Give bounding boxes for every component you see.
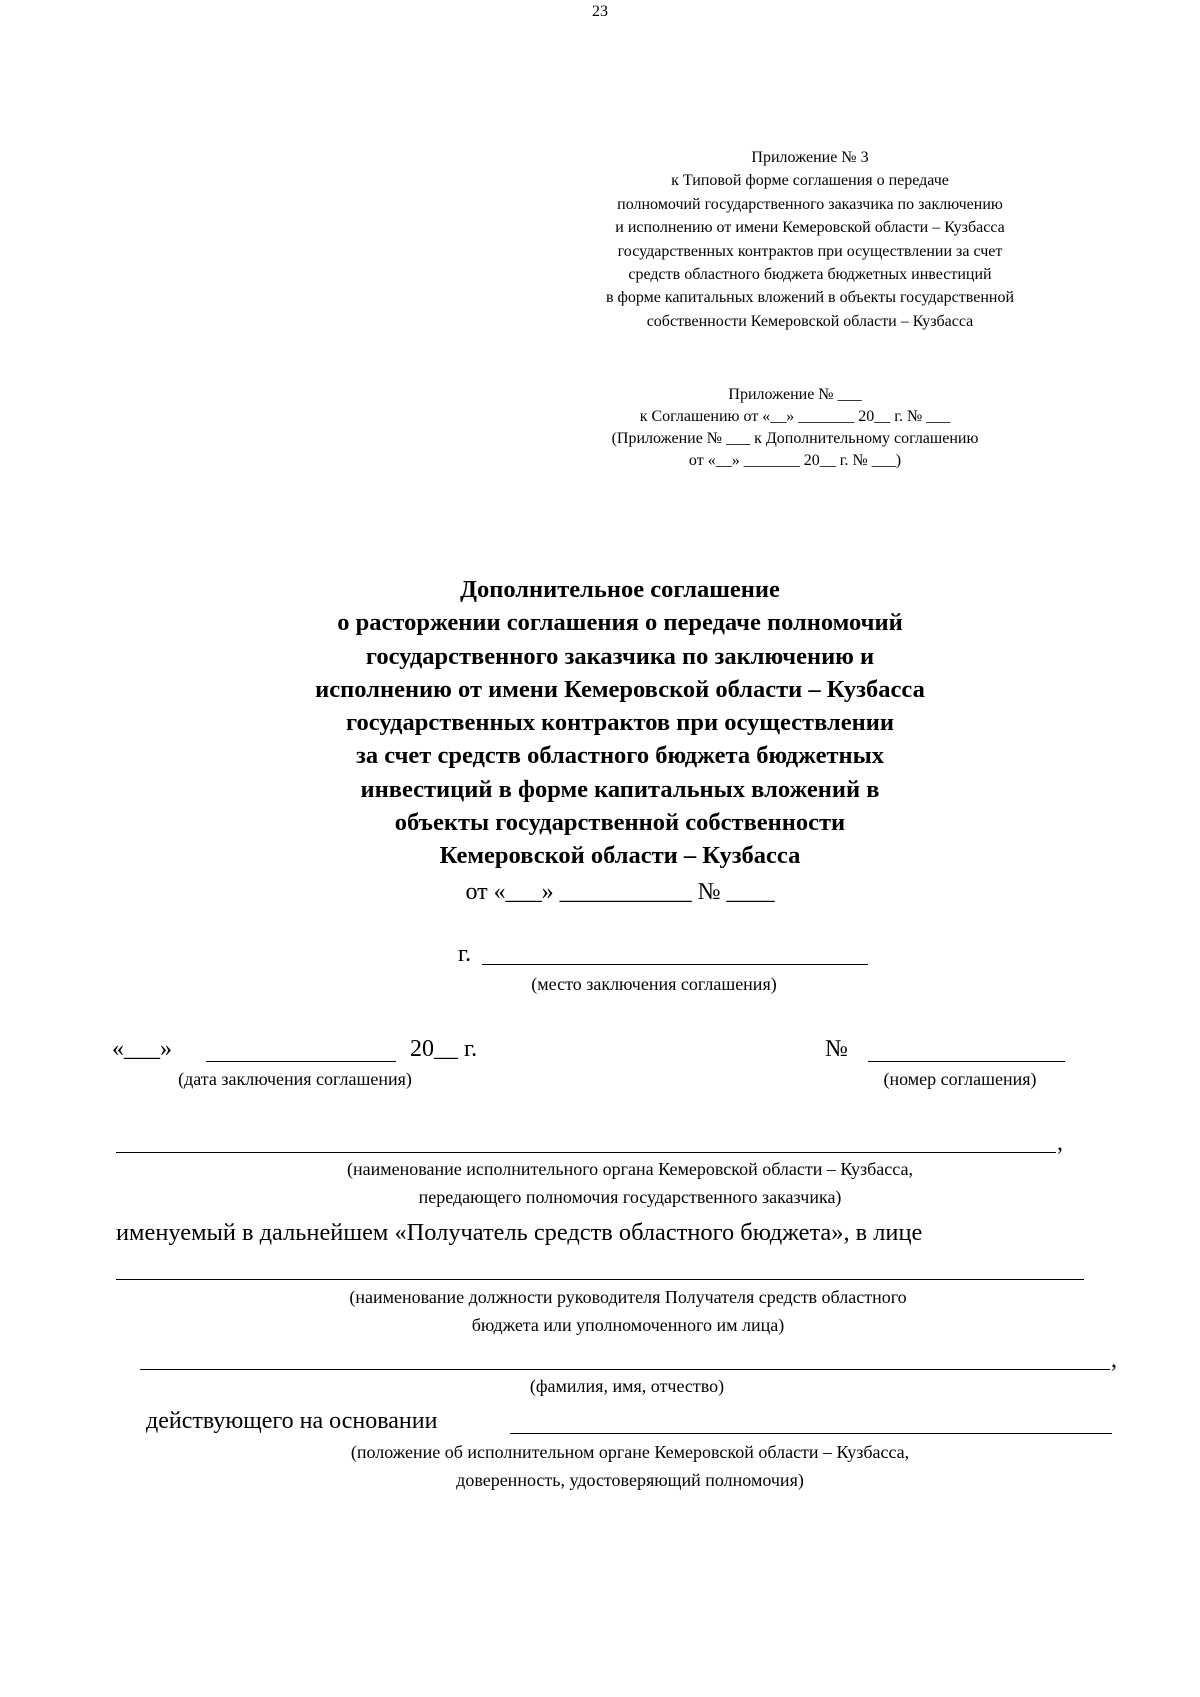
date-year: 20__ г. [410, 1036, 478, 1062]
annex-line: от «__» _______ 20__ г. № ___) [688, 452, 902, 469]
number-sign: № [825, 1036, 848, 1062]
appendix-line: средств областного бюджета бюджетных инвестиций [628, 266, 992, 284]
appendix-line: государственных контрактов при осуществлении за счет [617, 242, 1003, 260]
appendix-header [510, 146, 1110, 333]
named-as-text: именуемый в дальнейшем «Получатель средств областного бюджета», в лице [116, 1219, 923, 1246]
title-line: инвестиций в форме капитальных вложений в [360, 775, 880, 803]
title-line: исполнению от имени Кемеровской области – Кузбасса [315, 675, 925, 703]
agreement-date-number: от «___» ___________ № ____ [465, 879, 775, 905]
comma: , [1057, 1130, 1063, 1156]
fio-note: (фамилия, имя, отчество) [529, 1376, 725, 1396]
comma: , [1111, 1347, 1117, 1373]
appendix-line: собственности Кемеровской области – Кузбасса [646, 312, 974, 330]
title-line: государственного заказчика по заключению и [365, 642, 875, 670]
title-line: о расторжении соглашения о передаче полномочий [337, 609, 903, 637]
appendix-line: Приложение № 3 [751, 149, 869, 166]
title-line: Кемеровской области – Кузбасса [439, 842, 801, 870]
appendix-line: полномочий государственного заказчика по заключению [617, 195, 1003, 213]
document-title [180, 573, 1060, 873]
city-prefix: г. [458, 941, 472, 967]
title-line: объекты государственной собственности [394, 809, 846, 837]
basis-note: (положение об исполнительном органе Кемеровской области – Кузбасса, [350, 1442, 910, 1462]
date-note: (дата заключения соглашения) [178, 1069, 412, 1089]
position-note: (наименование должности руководителя Получателя средств областного [349, 1287, 907, 1307]
number-note: (номер соглашения) [883, 1069, 1037, 1089]
annex-line: Приложение № ___ [728, 386, 862, 403]
appendix-line: в форме капитальных вложений в объекты государственной [605, 289, 1015, 307]
basis-blank [510, 1433, 1112, 1434]
annex-line: к Соглашению от «__» _______ 20__ г. № ___ [639, 408, 951, 425]
acting-on-text: действующего на основании [146, 1408, 438, 1434]
city-note: (место заключения соглашения) [531, 974, 777, 994]
title-line: Дополнительное соглашение [460, 576, 780, 603]
date-day: «___» [112, 1036, 172, 1062]
date-month-blank [206, 1061, 396, 1062]
basis-note: доверенность, удостоверяющий полномочия) [456, 1470, 804, 1490]
org-name-blank [116, 1152, 1056, 1153]
title-line: за счет средств областного бюджета бюджетных [355, 742, 885, 770]
position-note: бюджета или уполномоченного им лица) [471, 1315, 785, 1335]
annex-line: (Приложение № ___ к Дополнительному соглашению [611, 430, 979, 447]
org-note: (наименование исполнительного органа Кемеровской области – Кузбасса, [347, 1159, 913, 1179]
annex-header [515, 384, 1075, 472]
appendix-line: к Типовой форме соглашения о передаче [671, 172, 949, 190]
appendix-line: и исполнению от имени Кемеровской области – Кузбасса [615, 219, 1005, 237]
org-note: передающего полномочия государственного заказчика) [418, 1187, 842, 1207]
title-line: государственных контрактов при осуществлении [346, 709, 894, 737]
position-blank [116, 1279, 1084, 1280]
number-blank [868, 1061, 1065, 1062]
page-number: 23 [592, 3, 608, 20]
city-blank [482, 964, 868, 965]
fio-blank [140, 1369, 1110, 1370]
